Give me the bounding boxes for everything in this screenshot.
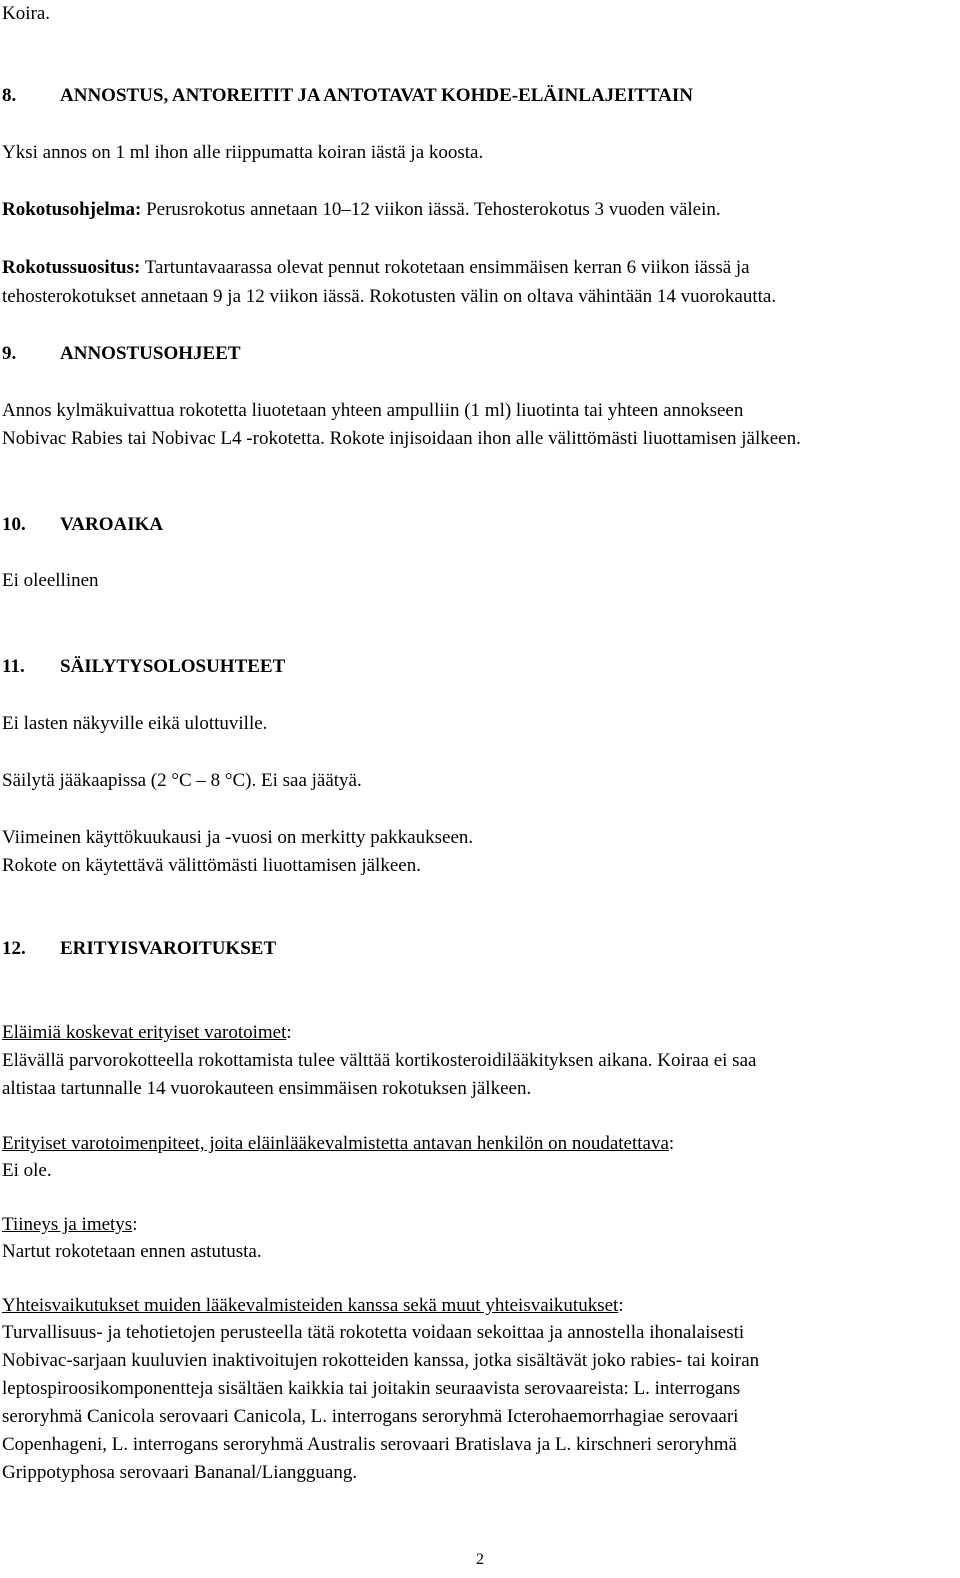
- animal-precautions-line1: Elävällä parvorokotteella rokottamista tulee välttää kortikosteroidilääkityksen aikana. Koiraa ei saa: [2, 1050, 757, 1071]
- pregnancy-text: Nartut rokotetaan ennen astutusta.: [2, 1241, 262, 1262]
- section-8-number: 8.: [2, 85, 17, 106]
- vaccination-program-label: Rokotusohjelma:: [2, 199, 142, 220]
- instructions-line2: Nobivac Rabies tai Nobivac L4 -rokotetta. Rokote injisoidaan ihon alle välittömästi liuottamisen jälkeen.: [2, 428, 801, 449]
- instructions-line1: Annos kylmäkuivattua rokotetta liuotetaan yhteen ampulliin (1 ml) liuotinta tai yhteen annokseen: [2, 400, 744, 421]
- interactions-line3: leptospiroosikomponentteja sisältäen kaikkia tai joitakin seuraavista serovaareista: L. interrogans: [2, 1378, 741, 1399]
- section-10-title: VAROAIKA: [60, 514, 164, 535]
- section-8-title: ANNOSTUS, ANTOREITIT JA ANTOTAVAT KOHDE-ELÄINLAJEITTAIN: [60, 85, 694, 106]
- page-number: 2: [476, 1551, 484, 1568]
- vaccination-recommendation-line2: tehosterokotukset annetaan 9 ja 12 viikon iässä. Rokotusten välin on oltava vähintään 14 vuorokautta.: [2, 286, 777, 307]
- animal-precautions-line2: altistaa tartunnalle 14 vuorokauteen ensimmäisen rokotuksen jälkeen.: [2, 1078, 532, 1099]
- interactions-line4: seroryhmä Canicola serovaari Canicola, L. interrogans seroryhmä Icterohaemorrhagiae serovaari: [2, 1406, 739, 1427]
- interactions-heading: Yhteisvaikutukset muiden lääkevalmisteiden kanssa sekä muut yhteisvaikutukset:: [2, 1295, 624, 1316]
- interactions-line6: Grippotyphosa serovaari Bananal/Liangguang.: [2, 1462, 358, 1483]
- interactions-line1: Turvallisuus- ja tehotietojen perusteella tätä rokotetta voidaan sekoittaa ja annostella ihonalaisesti: [2, 1322, 745, 1343]
- section-9-heading: [2, 340, 241, 368]
- vaccination-program: [2, 196, 721, 224]
- storage-line1: Ei lasten näkyville eikä ulottuville.: [2, 713, 268, 734]
- user-precautions-heading: Erityiset varotoimenpiteet, joita eläinlääkevalmistetta antavan henkilön on noudatettava:: [2, 1133, 675, 1154]
- section-9-number: 9.: [2, 343, 17, 364]
- section-9-title: ANNOSTUSOHJEET: [60, 343, 241, 364]
- vaccination-program-text: Perusrokotus annetaan 10–12 viikon iässä. Tehosterokotus 3 vuoden välein.: [141, 199, 721, 220]
- section-12-title: ERITYISVAROITUKSET: [60, 938, 277, 959]
- interactions-line2: Nobivac-sarjaan kuuluvien inaktivoitujen rokotteiden kanssa, jotka sisältävät joko rabies- tai koiran: [2, 1350, 760, 1371]
- user-precautions-text: Ei ole.: [2, 1160, 52, 1181]
- storage-line4: Rokote on käytettävä välittömästi liuottamisen jälkeen.: [2, 855, 421, 876]
- storage-line3: Viimeinen käyttökuukausi ja -vuosi on merkitty pakkaukseen.: [2, 827, 474, 848]
- section-12-number: 12.: [2, 938, 26, 959]
- animal-precautions-heading: Eläimiä koskevat erityiset varotoimet:: [2, 1022, 292, 1043]
- section-11-title: SÄILYTYSOLOSUHTEET: [60, 656, 286, 677]
- section-11-number: 11.: [2, 656, 25, 677]
- dosage-text: Yksi annos on 1 ml ihon alle riippumatta koiran iästä ja koosta.: [2, 142, 484, 163]
- section-10-heading: [2, 511, 163, 539]
- vaccination-recommendation-text: Tartuntavaarassa olevat pennut rokotetaan ensimmäisen kerran 6 viikon iässä ja: [140, 257, 750, 278]
- section-8-heading: [2, 82, 693, 110]
- section-12-heading: [2, 935, 276, 963]
- section-11-heading: [2, 653, 285, 681]
- intro-line: Koira.: [2, 3, 51, 24]
- withdrawal-text: Ei oleellinen: [2, 570, 99, 591]
- interactions-line5: Copenhageni, L. interrogans seroryhmä Australis serovaari Bratislava ja L. kirschneri seroryhmä: [2, 1434, 737, 1455]
- storage-line2: Säilytä jääkaapissa (2 °C – 8 °C). Ei saa jäätyä.: [2, 770, 362, 791]
- section-10-number: 10.: [2, 514, 26, 535]
- vaccination-recommendation: [2, 254, 750, 282]
- pregnancy-heading: Tiineys ja imetys:: [2, 1214, 138, 1235]
- vaccination-recommendation-label: Rokotussuositus:: [2, 257, 141, 278]
